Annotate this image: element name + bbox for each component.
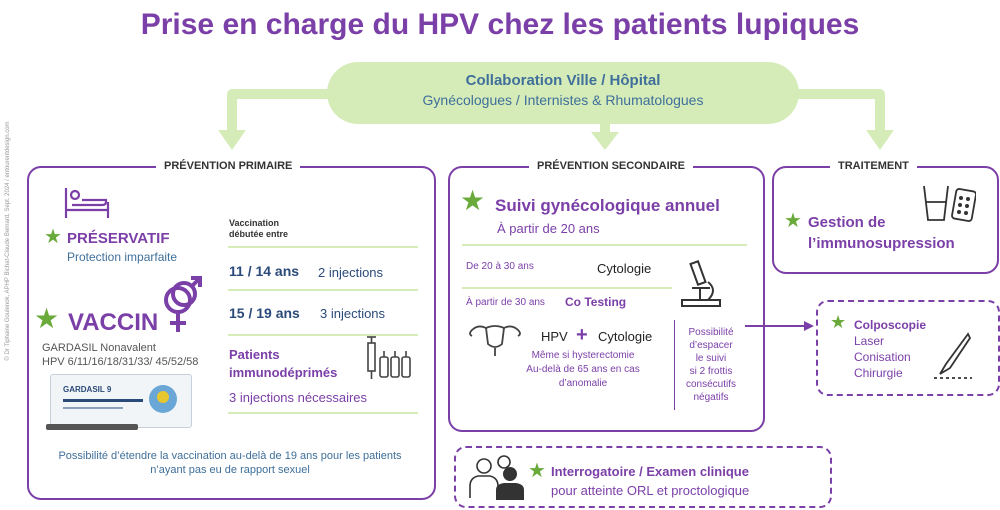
colposcopie-item-laser: Laser	[854, 334, 885, 348]
bed-icon	[62, 186, 112, 220]
interrogatoire-title: Interrogatoire / Examen clinique	[551, 464, 749, 479]
pills-glass-icon	[922, 182, 976, 222]
vaccin-label: VACCIN	[68, 309, 159, 336]
scalpel-icon	[932, 330, 974, 382]
hpv-label: HPV	[541, 329, 568, 344]
immuno-injections: 3 injections nécessaires	[229, 390, 368, 405]
injections-2: 3 injections	[320, 306, 386, 321]
prevention-secondaire-header: PRÉVENTION SECONDAIRE	[529, 160, 693, 172]
star-icon: ★	[460, 185, 486, 216]
separator	[228, 412, 418, 414]
suivi-title: Suivi gynécologique annuel	[495, 196, 720, 215]
doctor-patient-icon	[468, 454, 526, 500]
espacer-line: consécutifs	[685, 379, 737, 390]
collaboration-subtitle: Gynécologues / Internistes & Rhumatologues	[422, 92, 704, 108]
espacer-note	[680, 326, 742, 404]
co-testing: Co Testing	[565, 295, 627, 309]
immuno-label-1: Patients	[229, 347, 280, 362]
age-range-2: 15 / 19 ans	[229, 305, 300, 321]
page-title: Prise en charge du HPV chez les patients lupiques	[140, 8, 860, 41]
separator	[462, 244, 747, 246]
hysterectomie-note-3: d’anomalie	[558, 378, 608, 389]
gender-icon	[158, 274, 204, 336]
espacer-line: si 2 frottis	[689, 366, 733, 377]
cytologie-label: Cytologie	[597, 261, 652, 276]
side-credit: © Dr Tiphaine Goulenok, APHP Bichat-Claude Bernard, Sept. 2024 / entourentdesign.com	[5, 121, 11, 361]
microscope-icon	[678, 258, 724, 310]
vaccine-box-image	[50, 374, 192, 428]
preservatif-label: PRÉSERVATIF	[67, 230, 170, 247]
vaccine-box-label: GARDASIL 9	[63, 385, 112, 394]
cytologie2-label: Cytologie	[598, 329, 653, 344]
plus-sign: +	[576, 324, 588, 346]
preservatif-note: Protection imparfaite	[67, 250, 178, 264]
prevention-primaire-header: PRÉVENTION PRIMAIRE	[156, 160, 300, 172]
collaboration-title: Collaboration Ville / Hôpital	[465, 72, 661, 89]
colposcopie-item-chirurgie: Chirurgie	[854, 366, 903, 380]
separator	[228, 246, 418, 248]
vaccin-types: HPV 6/11/16/18/31/33/ 45/52/58	[42, 356, 199, 368]
extension-note-1: Possibilité d’étendre la vaccination au-delà de 19 ans pour les patients	[58, 450, 402, 462]
separator	[228, 289, 418, 291]
espacer-line: le suivi	[695, 353, 727, 364]
vaccination-label-2: débutée entre	[229, 229, 289, 239]
interrogatoire-subtitle: pour atteinte ORL et proctologique	[551, 483, 750, 498]
hysterectomie-note-2: Au-delà de 65 ans en cas	[526, 364, 640, 375]
extension-note-2: n’ayant pas eu de rapport sexuel	[150, 464, 310, 476]
traitement-line-2: l’immunosupression	[808, 235, 955, 252]
vertical-divider	[674, 320, 675, 410]
separator	[462, 287, 672, 289]
espacer-line: d’espacer	[689, 340, 733, 351]
colposcopie-title: Colposcopie	[854, 318, 927, 332]
syringe-image	[46, 424, 138, 430]
suivi-age: À partir de 20 ans	[497, 221, 600, 236]
star-icon: ★	[784, 210, 802, 232]
colposcopie-item-conisation: Conisation	[854, 350, 911, 364]
star-icon: ★	[830, 312, 847, 332]
espacer-line: négatifs	[693, 392, 729, 403]
syringe-vials-icon	[364, 335, 414, 383]
range-20-30: De 20 à 30 ans	[466, 261, 534, 272]
espacer-line: Possibilité	[688, 327, 734, 338]
age-range-1: 11 / 14 ans	[229, 263, 300, 279]
immuno-label-2: immunodéprimés	[229, 365, 338, 380]
injections-1: 2 injections	[318, 265, 384, 280]
star-icon: ★	[44, 226, 62, 248]
traitement-line-1: Gestion de	[808, 214, 886, 231]
traitement-header: TRAITEMENT	[830, 160, 917, 172]
hysterectomie-note-1: Même si hysterectomie	[531, 350, 635, 361]
star-icon: ★	[34, 303, 60, 334]
collaboration-banner	[327, 62, 799, 124]
star-icon: ★	[528, 460, 546, 482]
range-30: À partir de 30 ans	[466, 297, 545, 308]
vaccination-label-1: Vaccination	[229, 218, 280, 228]
vaccin-name: GARDASIL Nonavalent	[42, 342, 156, 354]
